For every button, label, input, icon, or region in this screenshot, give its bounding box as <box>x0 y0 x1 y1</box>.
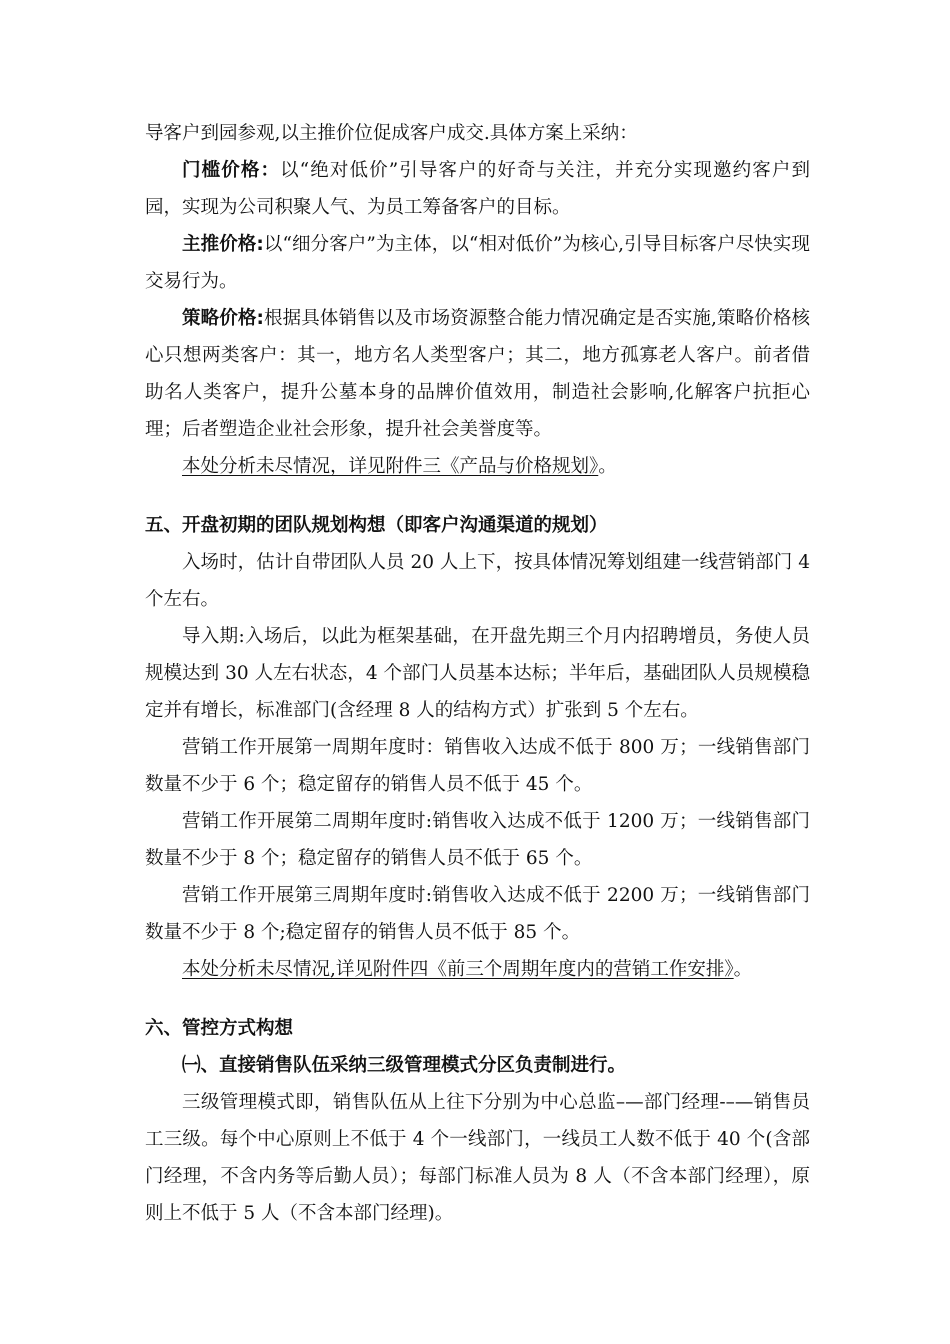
reference-note-1 <box>145 448 810 485</box>
appendix-reference: 本处分析未尽情况，详见附件三《产品与价格规划》 <box>182 456 599 477</box>
price-item-threshold <box>145 152 810 226</box>
price-item-label: 门槛价格： <box>182 160 281 181</box>
reference-tail: 。 <box>733 959 753 980</box>
price-item-text: 以“绝对低价”引导客户的好奇与关注，并充分实现邀约客户到园，实现为公司积聚人气、为员工筹备客户的目标。 <box>145 160 810 218</box>
document-page <box>145 115 810 1232</box>
section-5-paragraph: 营销工作开展第二周期年度时:销售收入达成不低于 1200 万；一线销售部门数量不少于 8 个；稳定留存的销售人员不低于 65 个。 <box>145 811 810 869</box>
section-5-paragraph: 营销工作开展第一周期年度时：销售收入达成不低于 800 万；一线销售部门数量不少于 6 个；稳定留存的销售人员不低于 45 个。 <box>145 737 810 795</box>
section-5-title: 五、开盘初期的团队规划构想（即客户沟通渠道的规划） <box>145 515 608 536</box>
price-item-label: 主推价格: <box>182 234 264 255</box>
section-5-paragraph: 营销工作开展第三周期年度时:销售收入达成不低于 2200 万；一线销售部门数量不少于 8 个;稳定留存的销售人员不低于 85 个。 <box>145 885 810 943</box>
reference-note-2 <box>145 951 810 988</box>
reference-tail: 。 <box>598 456 617 477</box>
price-item-strategy <box>145 300 810 448</box>
price-item-text: 以“细分客户”为主体，以“相对低价”为核心,引导目标客户尽快实现交易行为。 <box>145 234 810 292</box>
section-6-title: 六、管控方式构想 <box>145 1018 294 1039</box>
section-5-paragraph: 导入期:入场后，以此为框架基础，在开盘先期三个月内招聘增员，务使人员规模达到 30 人左右状态，4 个部门人员基本达标；半年后，基础团队人员规模稳定并有增长，标准部门(含经理 8 人的结构方式）扩张到 5 个左右。 <box>145 626 810 721</box>
price-item-label: 策略价格: <box>182 308 264 329</box>
price-item-main <box>145 226 810 300</box>
appendix-reference: 本处分析未尽情况,详见附件四《前三个周期年度内的营销工作安排》 <box>182 959 734 980</box>
section-5-paragraph: 入场时，估计自带团队人员 20 人上下，按具体情况筹划组建一线营销部门 4 个左右。 <box>145 552 810 610</box>
intro-line: 导客户到园参观,以主推价位促成客户成交.具体方案上采纳： <box>145 123 638 144</box>
section-6-paragraph: 三级管理模式即，销售队伍从上往下分别为中心总监–—部门经理-–—销售员工三级。每个中心原则上不低于 4 个一线部门，一线员工人数不低于 40 个(含部门经理，不含内务等后勤人员）；每部门标准人员为 8 人（不含本部门经理），原则上不低于 5 人（不含本部门经理)。 <box>145 1092 810 1224</box>
section-6-subheading: ㈠、直接销售队伍采纳三级管理模式分区负责制进行。 <box>182 1055 627 1076</box>
price-item-text: 根据具体销售以及市场资源整合能力情况确定是否实施,策略价格核心只想两类客户：其一，地方名人类型客户；其二，地方孤寡老人客户。前者借助名人类客户，提升公墓本身的品牌价值效用，制造社会影响,化解客户抗拒心理；后者塑造企业社会形象，提升社会美誉度等。 <box>145 308 810 440</box>
